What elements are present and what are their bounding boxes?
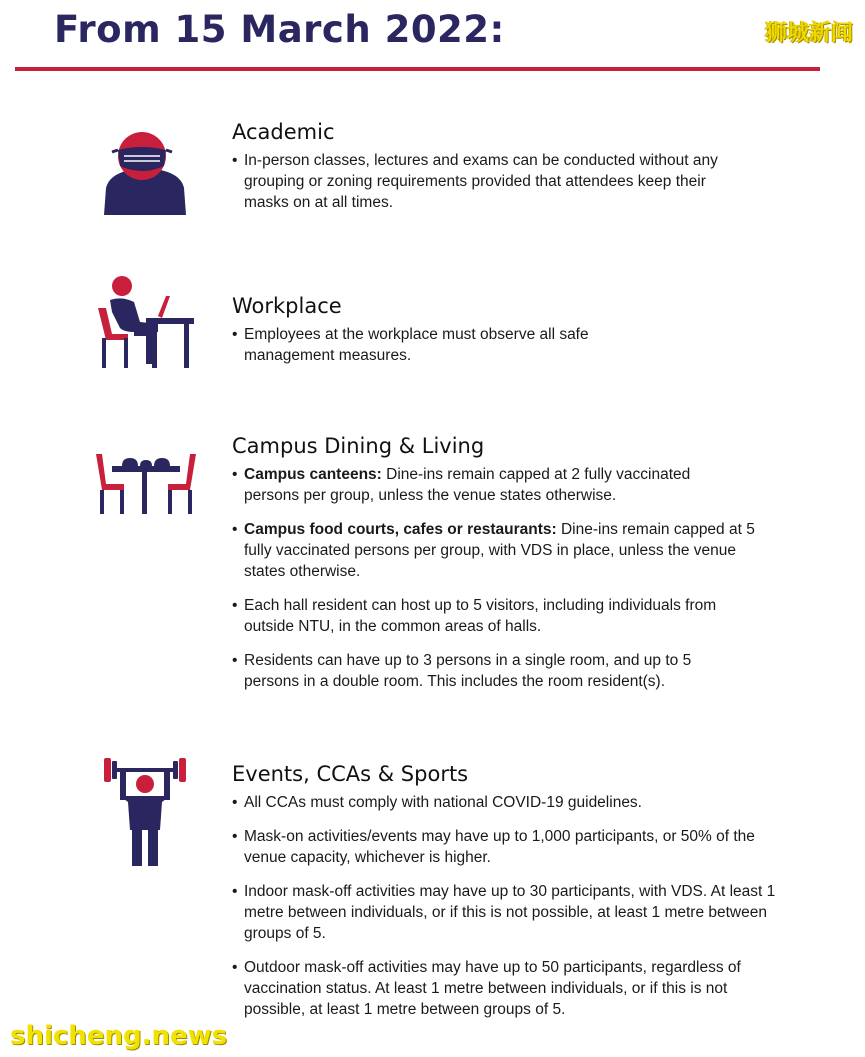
bullet-item: • In-person classes, lectures and exams can be conducted without any grouping or zoning requirements provided that attendees keep their masks on at all times. bbox=[232, 150, 744, 213]
title-divider bbox=[15, 67, 820, 71]
bullet-item: • Campus canteens: Dine-ins remain capped at 2 fully vaccinated persons per group, unless the venue states otherwise. bbox=[232, 464, 744, 506]
bullet-item: • Campus food courts, cafes or restaurants: Dine-ins remain capped at 5 fully vaccinated persons per group, with VDS in place, unless the venue states otherwise. bbox=[232, 519, 764, 582]
watermark-logo-top: 狮城新闻 bbox=[764, 21, 853, 46]
bullet-item: • Indoor mask-off activities may have up to 30 participants, with VDS. At least 1 metre between individuals, or if this is not possible, at least 1 metre between groups of 5. bbox=[232, 881, 789, 944]
section-heading: Workplace bbox=[232, 294, 342, 318]
section-heading: Academic bbox=[232, 120, 335, 144]
section-heading: Events, CCAs & Sports bbox=[232, 762, 469, 786]
section-workplace bbox=[232, 294, 812, 379]
section-events-ccas-sports bbox=[232, 762, 812, 1033]
section-campus-dining bbox=[232, 434, 812, 705]
watermark-logo-bottom: shicheng.news bbox=[10, 1021, 228, 1051]
dining-table-icon bbox=[92, 450, 200, 516]
bullet-item: • Employees at the workplace must observe all safe management measures. bbox=[232, 324, 624, 366]
weightlifter-icon bbox=[100, 752, 190, 868]
person-at-desk-icon bbox=[94, 272, 196, 372]
section-academic bbox=[232, 120, 812, 226]
bullet-item: • Residents can have up to 3 persons in a single room, and up to 5 persons in a double room. This includes the room resident(s). bbox=[232, 650, 744, 692]
bullet-item: • Each hall resident can host up to 5 visitors, including individuals from outside NTU, in the common areas of halls. bbox=[232, 595, 764, 637]
bullet-item: • Outdoor mask-off activities may have up to 50 participants, regardless of vaccination status. At least 1 metre between individuals, or if this is not possible, at least 1 metre between groups of 5. bbox=[232, 957, 784, 1020]
masked-person-icon bbox=[100, 118, 190, 216]
bullet-item: • Mask-on activities/events may have up to 1,000 participants, or 50% of the venue capacity, whichever is higher. bbox=[232, 826, 789, 868]
page-title: From 15 March 2022: bbox=[54, 8, 505, 51]
bullet-item: • All CCAs must comply with national COVID-19 guidelines. bbox=[232, 792, 784, 813]
section-heading: Campus Dining & Living bbox=[232, 434, 485, 458]
